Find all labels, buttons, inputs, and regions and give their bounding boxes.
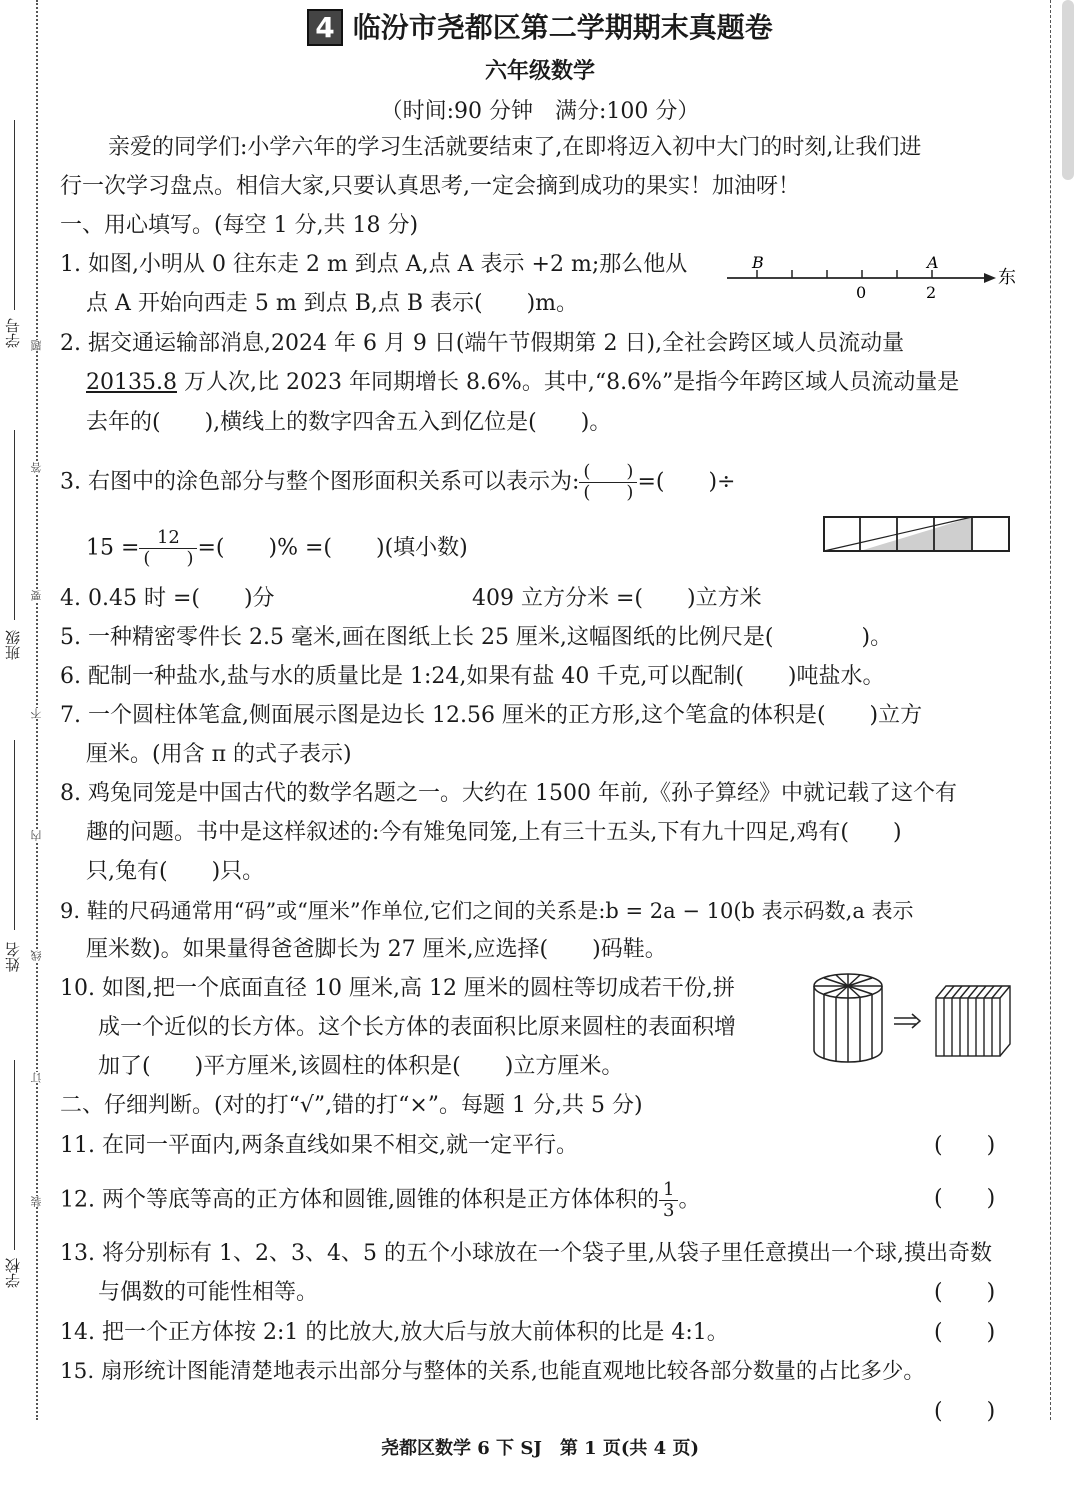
intro-line: 行一次学习盘点。相信大家,只要认真思考,一定会摘到成功的果实！加油呀！ bbox=[60, 174, 800, 199]
question-2-line bbox=[86, 369, 959, 397]
binding-mark: 线 bbox=[30, 950, 43, 961]
fraction-one-third bbox=[659, 1180, 678, 1221]
question-11: 11. 在同一平面内,两条直线如果不相交,就一定平行。 bbox=[60, 1133, 578, 1158]
intro-line: 亲爱的同学们:小学六年的学习生活就要结束了,在即将迈入初中大门的时刻,让我们进 bbox=[108, 135, 922, 160]
answer-paren: ( ) bbox=[934, 1280, 996, 1305]
fraction-denominator: ( ) bbox=[583, 482, 634, 503]
point-b-label: B bbox=[752, 253, 764, 272]
fraction-denominator: 3 bbox=[662, 1200, 675, 1221]
east-label: 东 bbox=[998, 267, 1016, 288]
fraction-numerator: ( ) bbox=[579, 462, 637, 483]
question-1-line: 1. 如图,小明从 0 往东走 2 m 到点 A,点 A 表示 +2 m;那么他从 bbox=[60, 252, 688, 277]
answer-paren: ( ) bbox=[934, 1399, 996, 1424]
xuehao-label: 学号 bbox=[4, 318, 22, 348]
question-9-line: 9. 鞋的尺码通常用“码”或“厘米”作单位,它们之间的关系是:b = 2a − 10(b 表示码数,a 表示 bbox=[60, 899, 914, 923]
number-line-figure bbox=[722, 252, 1022, 304]
question-9-line: 厘米数)。如果量得爸爸脚长为 27 厘米,应选择( )码鞋。 bbox=[86, 937, 667, 962]
question-2-line: 去年的( ),横线上的数字四舍五入到亿位是( )。 bbox=[86, 410, 612, 435]
question-6: 6. 配制一种盐水,盐与水的质量比是 1:24,如果有盐 40 千克,可以配制( )吨盐水。 bbox=[60, 664, 885, 689]
underlined-number: 20135.8 bbox=[86, 370, 177, 395]
question-13-line: 与偶数的可能性相等。 bbox=[98, 1280, 319, 1305]
question-10-line: 成一个近似的长方体。这个长方体的表面积比原来圆柱的表面积增 bbox=[98, 1015, 737, 1040]
subject-title: 六年级数学 bbox=[484, 58, 595, 84]
question-13-line: 13. 将分别标有 1、2、3、4、5 的五个小球放在一个袋子里,从袋子里任意摸出一个球,摸出奇数 bbox=[60, 1241, 992, 1266]
question-3-text: 3. 右图中的涂色部分与整个图形面积关系可以表示为: bbox=[60, 469, 580, 495]
right-border bbox=[1050, 0, 1051, 1420]
question-3-text: =( )÷ bbox=[637, 469, 736, 495]
question-3-line bbox=[60, 462, 736, 503]
zero-label: 0 bbox=[856, 283, 867, 302]
page-title bbox=[0, 6, 1080, 46]
two-label: 2 bbox=[926, 283, 937, 302]
question-10-line: 加了( )平方厘米,该圆柱的体积是( )立方厘米。 bbox=[98, 1054, 624, 1079]
title-text: 临汾市尧都区第二学期期末真题卷 bbox=[352, 11, 773, 44]
binding-mark: 装 bbox=[30, 1196, 43, 1207]
binding-mark: 内 bbox=[30, 830, 43, 841]
question-8-line: 只,兔有( )只。 bbox=[86, 859, 265, 884]
xuexiao-label: 学校 bbox=[4, 1258, 22, 1288]
page-footer: 尧都区数学 6 下 SJ 第 1 页(共 4 页) bbox=[381, 1438, 699, 1459]
question-8-line: 8. 鸡兔同笼是中国古代的数学名题之一。大约在 1500 年前,《孙子算经》中就记载了这个有 bbox=[60, 781, 957, 806]
question-3-line bbox=[86, 528, 468, 569]
question-12-end: 。 bbox=[678, 1187, 701, 1213]
binding-mark: 答 bbox=[30, 462, 43, 473]
question-7-line: 厘米。(用含 π 的式子表示) bbox=[86, 742, 352, 767]
fraction-numerator: 12 bbox=[139, 528, 197, 549]
question-14: 14. 把一个正方体按 2:1 的比放大,放大后与放大前体积的比是 4:1。 bbox=[60, 1320, 729, 1345]
xuehao-line bbox=[14, 120, 15, 310]
binding-mark: 不 bbox=[30, 708, 43, 719]
answer-paren: ( ) bbox=[934, 1133, 996, 1158]
fraction-denominator: ( ) bbox=[143, 548, 194, 569]
binding-mark: 要 bbox=[30, 590, 43, 601]
question-15: 15. 扇形统计图能清楚地表示出部分与整体的关系,也能直观地比较各部分数量的占比多少。 bbox=[60, 1359, 925, 1384]
question-12-text: 12. 两个等底等高的正方体和圆锥,圆锥的体积是正方体体积的 bbox=[60, 1187, 659, 1213]
binding-mark: 订 bbox=[30, 1072, 43, 1083]
shaded-rectangle-figure bbox=[822, 515, 1012, 555]
xingming-line bbox=[14, 740, 15, 930]
binding-mark: 题 bbox=[30, 340, 43, 351]
fraction-blank bbox=[579, 462, 637, 503]
xuexiao-line bbox=[14, 1060, 15, 1250]
question-5: 5. 一种精密零件长 2.5 毫米,画在图纸上长 25 厘米,这幅图纸的比例尺是( )。 bbox=[60, 625, 893, 650]
question-4-right: 409 立方分米 =( )立方米 bbox=[472, 586, 762, 611]
banji-line bbox=[14, 430, 15, 620]
answer-paren: ( ) bbox=[934, 1320, 996, 1345]
xingming-label: 姓名 bbox=[4, 942, 22, 972]
question-2-text: 万人次,比 2023 年同期增长 8.6%。其中,“8.6%”是指今年跨区域人员流动量是 bbox=[176, 370, 960, 395]
question-4-left: 4. 0.45 时 =( )分 bbox=[60, 586, 275, 611]
fraction-numerator: 1 bbox=[659, 1180, 678, 1201]
cylinder-to-cuboid-figure bbox=[808, 970, 1018, 1070]
question-12 bbox=[60, 1180, 700, 1221]
answer-paren: ( ) bbox=[934, 1186, 996, 1211]
fraction-12 bbox=[139, 528, 197, 569]
question-7-line: 7. 一个圆柱体笔盒,侧面展示图是边长 12.56 厘米的正方形,这个笔盒的体积是( )立方 bbox=[60, 703, 923, 728]
point-a-label: A bbox=[927, 253, 939, 272]
question-10-line: 10. 如图,把一个底面直径 10 厘米,高 12 厘米的圆柱等切成若干份,拼 bbox=[60, 976, 735, 1001]
section-heading: 二、仔细判断。(对的打“√”,错的打“×”。每题 1 分,共 5 分) bbox=[60, 1093, 643, 1118]
question-8-line: 趣的问题。书中是这样叙述的:今有雉兔同笼,上有三十五头,下有九十四足,鸡有( ) bbox=[86, 820, 902, 845]
time-info: （时间:90 分钟 满分:100 分） bbox=[380, 99, 700, 124]
question-3-text: 15 = bbox=[86, 535, 140, 561]
section-heading: 一、用心填写。(每空 1 分,共 18 分) bbox=[60, 213, 419, 238]
banji-label: 班级 bbox=[4, 630, 22, 660]
question-1-line: 点 A 开始向西走 5 m 到点 B,点 B 表示( )m。 bbox=[86, 291, 579, 316]
question-2-line: 2. 据交通运输部消息,2024 年 6 月 9 日(端午节假期第 2 日),全社会跨区域人员流动量 bbox=[60, 331, 905, 356]
paper-number-badge: 4 bbox=[307, 9, 342, 46]
question-3-text: =( )% =( )(填小数) bbox=[197, 535, 468, 561]
